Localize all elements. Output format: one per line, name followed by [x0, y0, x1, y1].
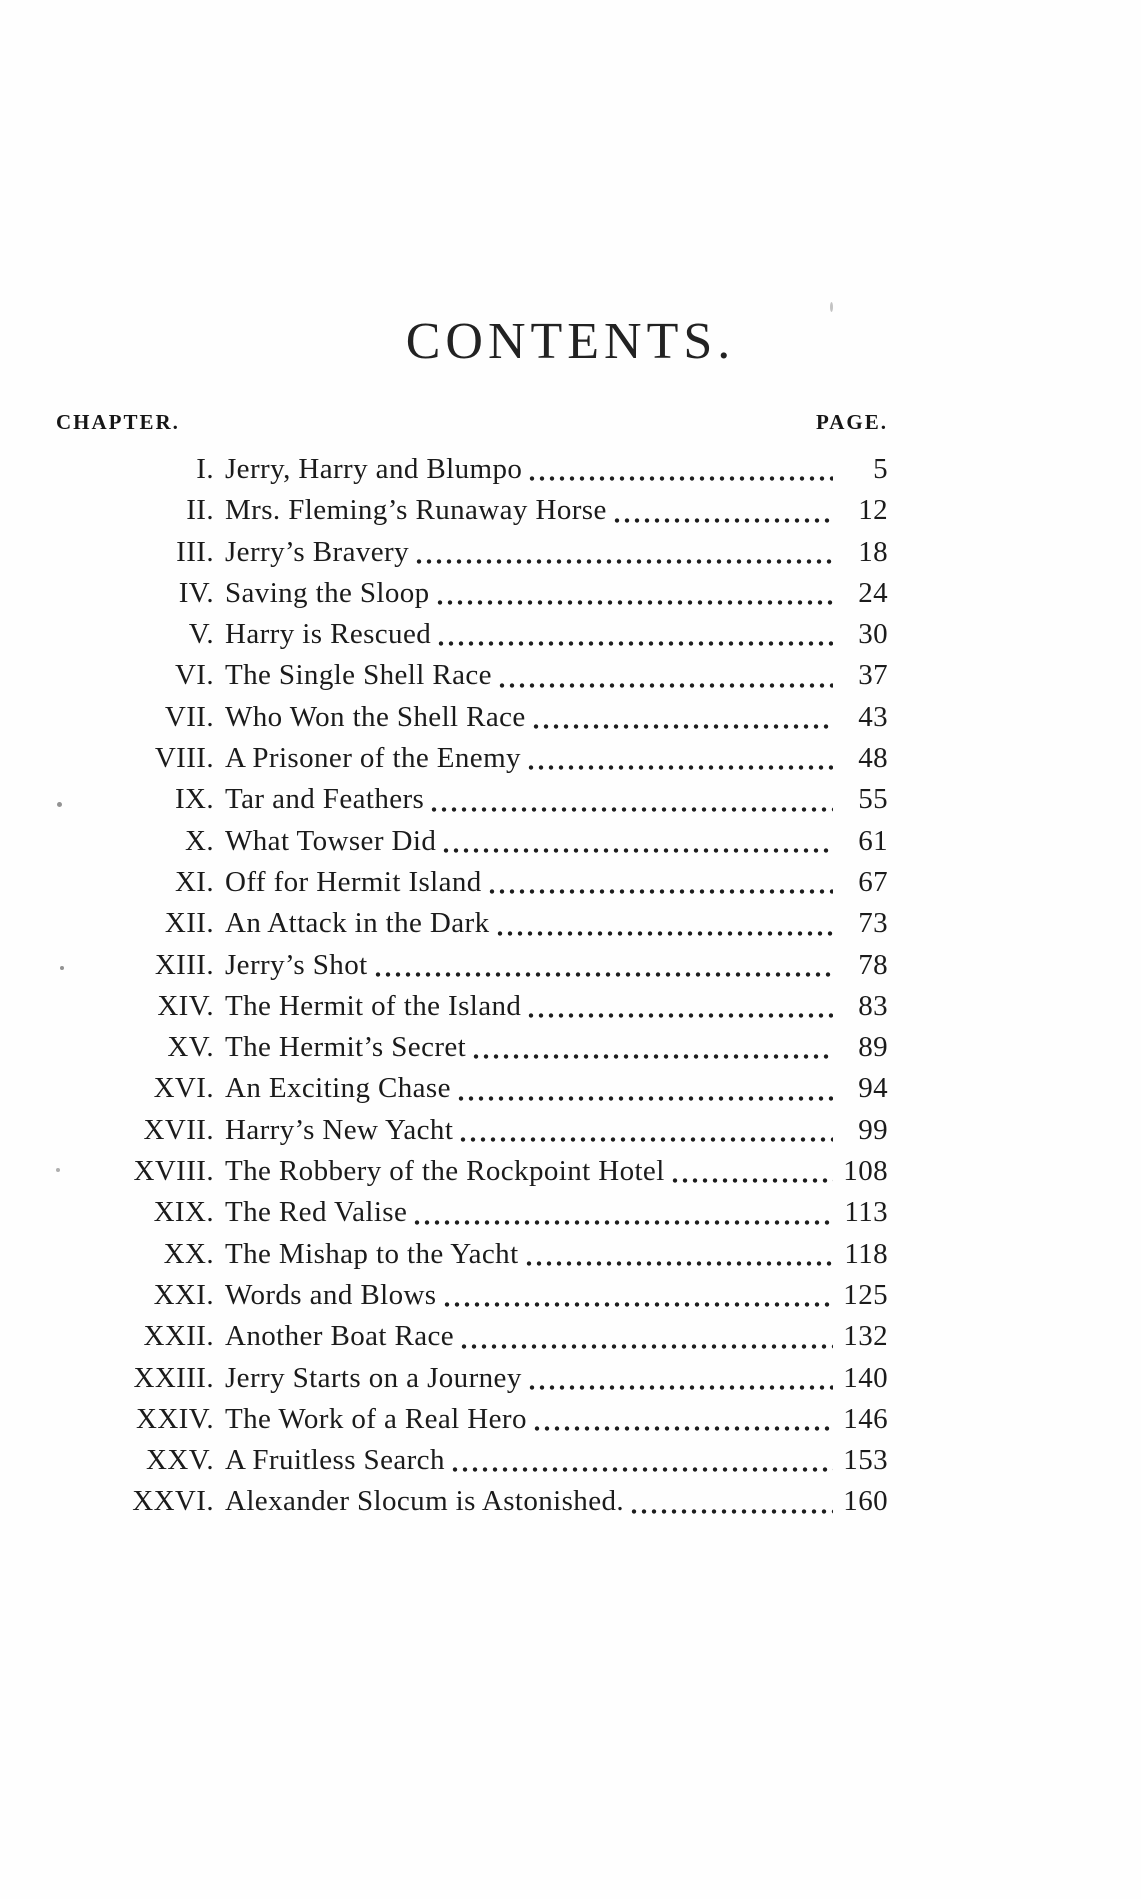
chapter-numeral: XIV. [157, 989, 214, 1022]
dot-leader [414, 532, 833, 573]
toc-entry [56, 532, 888, 573]
page-number: 153 [843, 1444, 888, 1477]
page-number: 108 [843, 1155, 888, 1188]
toc-entry [56, 738, 888, 779]
chapter-title: Tar and Feathers [225, 783, 425, 816]
toc-entry [56, 1027, 888, 1068]
page-number: 24 [858, 576, 888, 609]
page-column-header: PAGE. [815, 410, 888, 434]
dot-leader [526, 986, 833, 1027]
page-number: 30 [858, 618, 888, 651]
chapter-title: The Hermit’s Secret [225, 1031, 467, 1064]
chapter-title: The Work of a Real Hero [225, 1402, 527, 1435]
chapter-numeral: II. [186, 494, 214, 527]
toc-entry [56, 697, 888, 738]
scan-artifact [60, 966, 64, 970]
chapter-title: The Red Valise [225, 1196, 408, 1229]
toc-entry [56, 655, 888, 696]
chapter-title: Jerry’s Shot [225, 948, 368, 981]
chapter-numeral: XII. [164, 907, 214, 940]
toc-entry [56, 986, 888, 1027]
dot-leader [459, 1316, 833, 1357]
chapter-numeral: XVIII. [133, 1155, 214, 1188]
toc-entry [56, 1481, 888, 1522]
toc-entry [56, 1151, 888, 1192]
dot-leader [532, 1399, 833, 1440]
chapter-numeral: XXI. [153, 1278, 214, 1311]
toc-list [56, 449, 888, 1523]
chapter-title: Harry’s New Yacht [225, 1113, 454, 1146]
scan-artifact [57, 802, 62, 807]
page-title: CONTENTS. [405, 313, 736, 370]
chapter-numeral: VIII. [154, 742, 214, 775]
dot-leader [531, 697, 833, 738]
chapter-numeral: V. [188, 618, 214, 651]
chapter-title: Mrs. Fleming’s Runaway Horse [225, 494, 607, 527]
dot-leader [412, 1192, 833, 1233]
chapter-numeral: I. [196, 453, 214, 485]
dot-leader [524, 1234, 833, 1275]
toc-entry [56, 490, 888, 531]
toc-table [56, 410, 888, 1523]
toc-entry [56, 614, 888, 655]
chapter-numeral: XV. [167, 1031, 214, 1064]
chapter-numeral: XXV. [146, 1444, 214, 1477]
chapter-title: Jerry Starts on a Journey [225, 1361, 522, 1394]
page-number: 37 [858, 659, 888, 692]
toc-entry [56, 1192, 888, 1233]
dot-leader [487, 862, 833, 903]
chapter-numeral: X. [185, 824, 214, 857]
page-number: 113 [844, 1196, 888, 1229]
toc-entry [56, 1399, 888, 1440]
page-number: 61 [858, 824, 888, 857]
page-number: 118 [844, 1237, 888, 1270]
toc-entry [56, 1068, 888, 1109]
chapter-title: The Mishap to the Yacht [225, 1237, 519, 1270]
chapter-numeral: XXII. [143, 1320, 214, 1353]
dot-leader [458, 1110, 833, 1151]
toc-header-row [56, 410, 888, 435]
dot-leader [442, 1275, 834, 1316]
scan-artifact [830, 302, 833, 312]
toc-entry [56, 1275, 888, 1316]
page-number: 140 [843, 1361, 888, 1394]
chapter-title: What Towser Did [225, 824, 437, 857]
dot-leader [450, 1440, 833, 1481]
dot-leader [612, 490, 833, 531]
dot-leader [471, 1027, 833, 1068]
chapter-title: The Robbery of the Rockpoint Hotel [225, 1155, 665, 1188]
page-number: 94 [858, 1072, 888, 1105]
page-number: 55 [858, 783, 888, 816]
dot-leader [497, 655, 833, 696]
chapter-title: Alexander Slocum is Astonished. [225, 1485, 625, 1518]
page-number: 89 [858, 1031, 888, 1064]
chapter-title: An Exciting Chase [225, 1072, 451, 1105]
chapter-title: Words and Blows [225, 1278, 437, 1311]
toc-entry [56, 1316, 888, 1357]
page-number: 43 [858, 700, 888, 733]
dot-leader [629, 1481, 833, 1522]
chapter-numeral: XVI. [153, 1072, 214, 1105]
chapter-numeral: XXIV. [136, 1402, 214, 1435]
toc-entry [56, 1440, 888, 1481]
dot-leader [435, 573, 833, 614]
chapter-numeral: IV. [178, 576, 214, 609]
toc-entry [56, 779, 888, 820]
chapter-title: Harry is Rescued [225, 618, 432, 651]
chapter-numeral: XXIII. [133, 1361, 214, 1394]
dot-leader [436, 614, 833, 655]
chapter-title: Jerry, Harry and Blumpo [225, 453, 523, 485]
toc-entry [56, 945, 888, 986]
page-number: 73 [858, 907, 888, 940]
dot-leader [527, 449, 833, 490]
page-number: 146 [843, 1402, 888, 1435]
page-number: 83 [858, 989, 888, 1022]
chapter-title: A Prisoner of the Enemy [225, 742, 521, 775]
page-number: 48 [858, 742, 888, 775]
page-number: 132 [843, 1320, 888, 1353]
page-number: 160 [843, 1485, 888, 1518]
toc-entry [56, 903, 888, 944]
scan-artifact [56, 1168, 60, 1172]
chapter-title: An Attack in the Dark [225, 907, 490, 940]
chapter-column-header: CHAPTER. [56, 410, 180, 434]
dot-leader [670, 1151, 833, 1192]
chapter-numeral: VI. [174, 659, 214, 692]
chapter-numeral: XXVI. [132, 1485, 214, 1518]
toc-entry [56, 1110, 888, 1151]
chapter-title: Saving the Sloop [225, 576, 430, 609]
toc-entry [56, 821, 888, 862]
chapter-title: Off for Hermit Island [225, 865, 482, 898]
dot-leader [526, 738, 833, 779]
chapter-numeral: VII. [164, 700, 214, 733]
page-number: 125 [843, 1278, 888, 1311]
page-number: 78 [858, 948, 888, 981]
toc-entry [56, 1358, 888, 1399]
toc-entry [56, 573, 888, 614]
page-number: 5 [873, 453, 888, 485]
page-number: 12 [858, 494, 888, 527]
toc-entry [56, 449, 888, 490]
chapter-title: Another Boat Race [225, 1320, 455, 1353]
chapter-numeral: XVII. [143, 1113, 214, 1146]
toc-entry [56, 1234, 888, 1275]
page-number: 67 [858, 865, 888, 898]
chapter-title: The Hermit of the Island [225, 989, 522, 1022]
page-number: 18 [858, 535, 888, 568]
dot-leader [441, 821, 833, 862]
dot-leader [456, 1068, 833, 1109]
dot-leader [429, 779, 833, 820]
chapter-numeral: IX. [174, 783, 214, 816]
chapter-title: The Single Shell Race [225, 659, 492, 692]
chapter-numeral: XIX. [153, 1196, 214, 1229]
chapter-title: A Fruitless Search [225, 1444, 445, 1477]
dot-leader [495, 903, 833, 944]
chapter-title: Jerry’s Bravery [225, 535, 409, 568]
chapter-numeral: XX. [163, 1237, 214, 1270]
dot-leader [527, 1358, 833, 1399]
toc-entry [56, 862, 888, 903]
chapter-title: Who Won the Shell Race [225, 700, 526, 733]
chapter-numeral: XIII. [154, 948, 214, 981]
page-number: 99 [858, 1113, 888, 1146]
dot-leader [373, 945, 833, 986]
chapter-numeral: XI. [174, 865, 214, 898]
chapter-numeral: III. [176, 535, 214, 568]
